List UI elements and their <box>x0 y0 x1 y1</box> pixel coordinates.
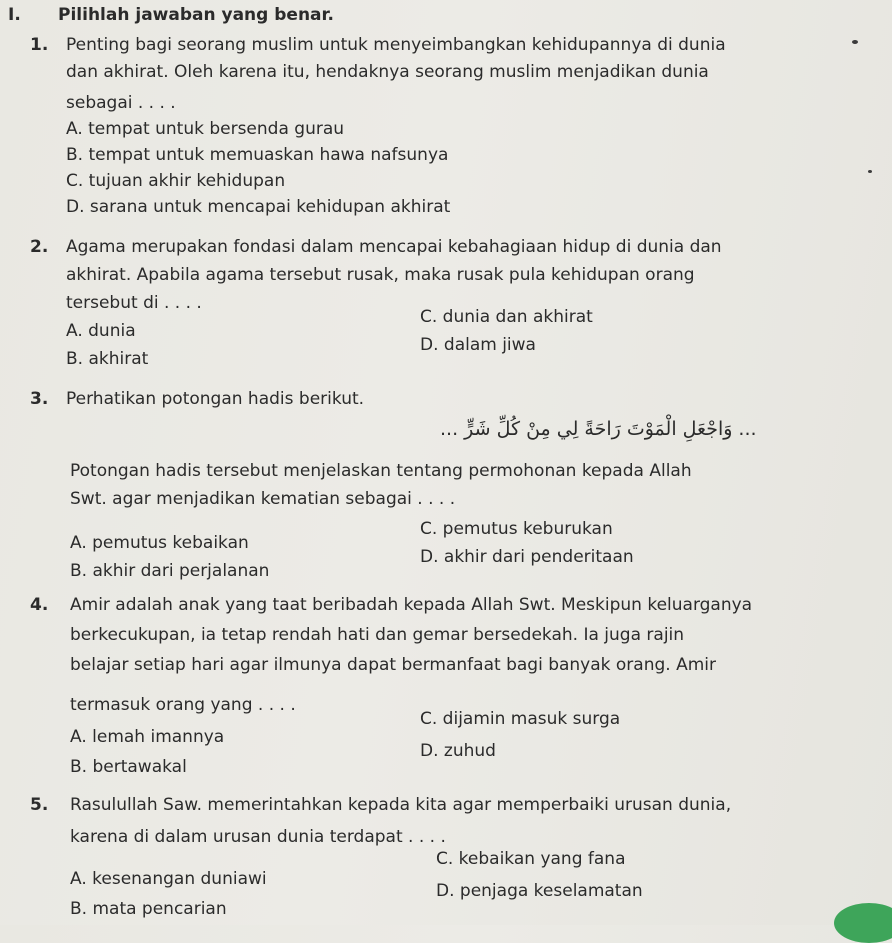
question-number: 4. <box>30 595 49 615</box>
option-c: C. dunia dan akhirat <box>420 307 593 327</box>
option-a: A. tempat untuk bersenda gurau <box>66 119 345 139</box>
option-c: C. pemutus keburukan <box>420 519 613 539</box>
question-text-line: dan akhirat. Oleh karena itu, hendaknya seorang muslim menjadikan dunia <box>66 62 709 82</box>
option-c: C. kebaikan yang fana <box>436 849 626 869</box>
option-d: D. akhir dari penderitaan <box>420 547 634 567</box>
question-text-line: Rasulullah Saw. memerintahkan kepada kita agar memperbaiki urusan dunia, <box>70 795 732 815</box>
option-a: A. dunia <box>66 321 136 341</box>
question-text-line: Perhatikan potongan hadis berikut. <box>66 389 365 409</box>
question-text-line: akhirat. Apabila agama tersebut rusak, maka rusak pula kehidupan orang <box>66 265 695 285</box>
ink-speck <box>868 170 872 173</box>
question-text-line: Penting bagi seorang muslim untuk menyeimbangkan kehidupannya di dunia <box>66 35 726 55</box>
option-d: D. penjaga keselamatan <box>436 881 643 901</box>
question-text-line: tersebut di . . . . <box>66 293 202 313</box>
option-b: B. bertawakal <box>70 757 187 777</box>
question-text-line: Swt. agar menjadikan kematian sebagai . . . . <box>70 489 456 509</box>
section-number: I. <box>8 5 21 25</box>
ink-speck <box>852 40 858 44</box>
option-c: C. dijamin masuk surga <box>420 709 621 729</box>
question-number: 3. <box>30 389 49 409</box>
question-text-line: Agama merupakan fondasi dalam mencapai kebahagiaan hidup di dunia dan <box>66 237 722 257</box>
question-number: 1. <box>30 35 49 55</box>
option-d: D. zuhud <box>420 741 496 761</box>
option-b: B. akhir dari perjalanan <box>70 561 270 581</box>
option-b: B. mata pencarian <box>70 899 227 919</box>
green-sticker <box>834 903 892 943</box>
option-b: B. tempat untuk memuaskan hawa nafsunya <box>66 145 449 165</box>
section-instruction: Pilihlah jawaban yang benar. <box>58 5 334 25</box>
question-number: 5. <box>30 795 49 815</box>
option-c: C. tujuan akhir kehidupan <box>66 171 286 191</box>
question-text-line: karena di dalam urusan dunia terdapat . . . . <box>70 827 446 847</box>
question-text-line: sebagai . . . . <box>66 93 176 113</box>
question-text-line: belajar setiap hari agar ilmunya dapat bermanfaat bagi banyak orang. Amir <box>70 655 716 675</box>
option-d: D. dalam jiwa <box>420 335 536 355</box>
option-a: A. pemutus kebaikan <box>70 533 249 553</box>
question-text-line: termasuk orang yang . . . . <box>70 695 296 715</box>
option-d: D. sarana untuk mencapai kehidupan akhirat <box>66 197 451 217</box>
option-b: B. akhirat <box>66 349 149 369</box>
question-number: 2. <box>30 237 49 257</box>
question-text-line: Amir adalah anak yang taat beribadah kepada Allah Swt. Meskipun keluarganya <box>70 595 753 615</box>
option-a: A. kesenangan duniawi <box>70 869 267 889</box>
option-a: A. lemah imannya <box>70 727 225 747</box>
question-text-line: berkecukupan, ia tetap rendah hati dan gemar bersedekah. Ia juga rajin <box>70 625 685 645</box>
hadith-arabic-text: ... وَاجْعَلِ الْمَوْتَ رَاحَةً لِي مِنْ كُلِّ شَرٍّ ... <box>440 418 757 440</box>
question-text-line: Potongan hadis tersebut menjelaskan tentang permohonan kepada Allah <box>70 461 692 481</box>
